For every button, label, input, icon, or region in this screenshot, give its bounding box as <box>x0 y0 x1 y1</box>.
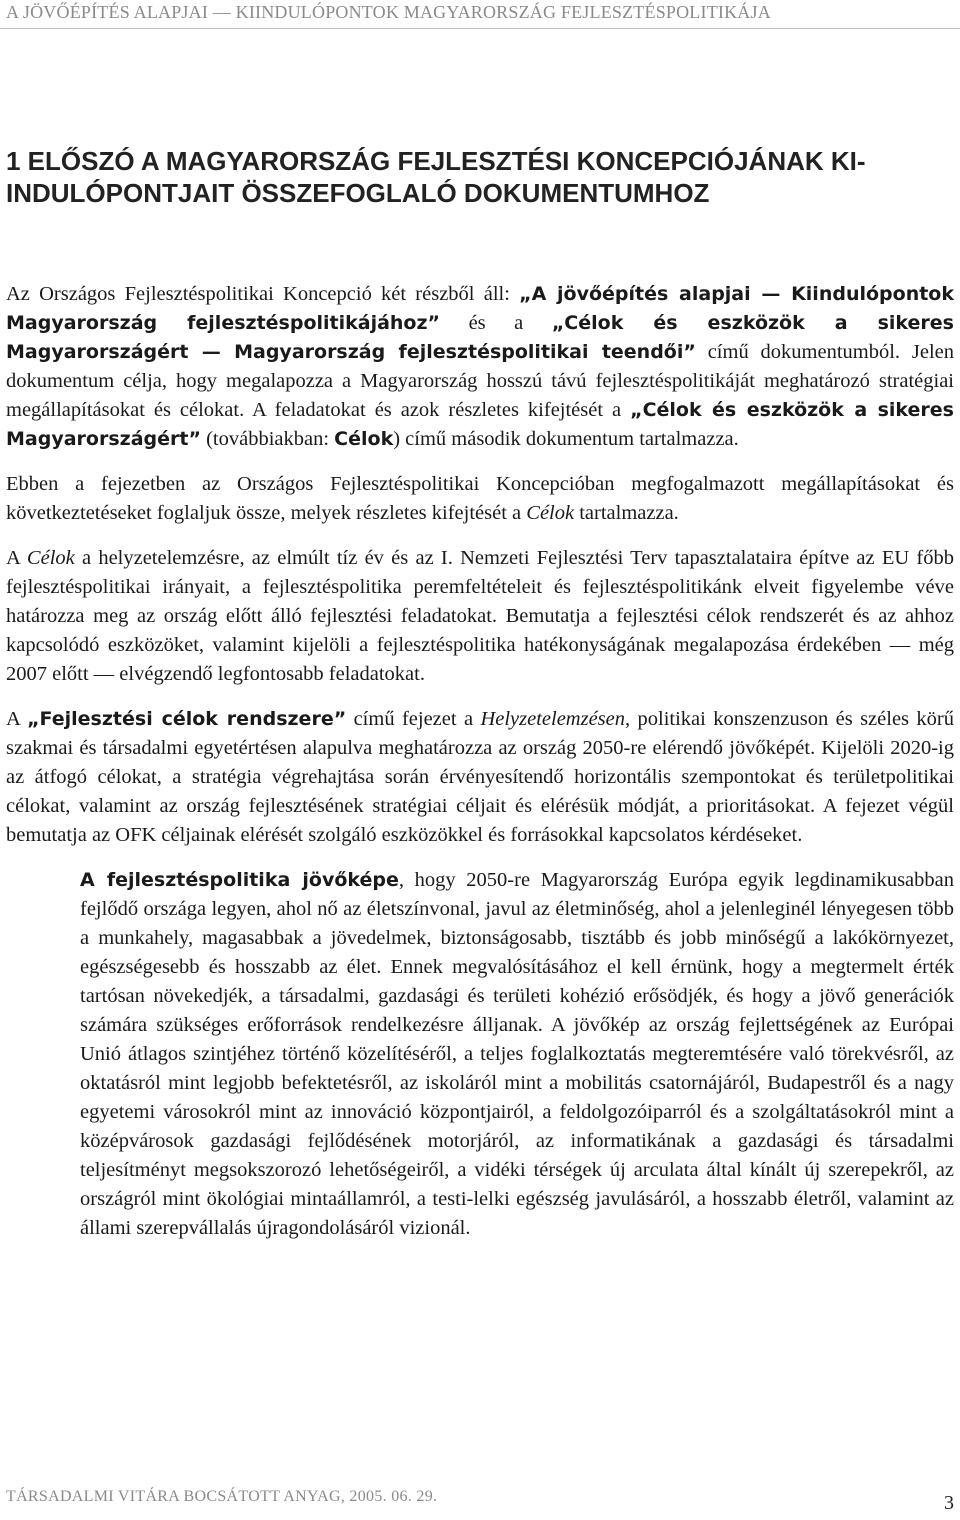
running-header: A JÖVŐÉPÍTÉS ALAPJAI — KIINDULÓPONTOK MAGYARORSZÁG FEJLESZTÉSPOLITIKÁJA <box>6 2 771 22</box>
italic-celok: Célok <box>526 502 575 524</box>
paragraph-4 <box>6 705 954 850</box>
italic-celok: Célok <box>26 547 75 569</box>
paragraph-1-text: ) című második dokumentum tartalmazza. <box>393 428 739 450</box>
document-title-part-2: „Célok és eszközök a sikeres Magyarországért — Magyarország fejlesztéspolitikai teendői” <box>6 312 954 363</box>
header-divider <box>0 28 960 29</box>
paragraph-1-text: Az Országos Fejlesztéspolitikai Koncepció két részből áll: <box>6 283 520 305</box>
paragraph-1 <box>6 280 954 454</box>
document-body <box>6 280 954 1259</box>
chapter-reference: „Fejlesztési célok rendszere” <box>27 708 347 730</box>
short-name-celok: Célok <box>334 428 394 450</box>
document-title-reference: „Célok és eszközök a sikeres Magyarországért” <box>6 399 954 450</box>
vision-term: A fejlesztéspolitika jövőképe <box>80 869 399 891</box>
paragraph-2-text: tartalmazza. <box>574 502 679 524</box>
italic-helyzetelemzes: Helyzetelemzésen <box>480 708 626 730</box>
chapter-title: 1 ELŐSZÓ A MAGYARORSZÁG FEJLESZTÉSI KONCEPCIÓJÁNAK KI-INDULÓPONTJAIT ÖSSZEFOGLALÓ DOKUMENTUMHOZ <box>6 146 866 208</box>
page-number: 3 <box>944 1492 954 1514</box>
paragraph-1-text: (továbbiakban: <box>200 428 335 450</box>
paragraph-3-text: A <box>6 547 27 569</box>
document-title-part-1: „A jövőépítés alapjai — Kiindulópontok Magyarország fejlesztéspolitikájához” <box>6 283 954 334</box>
paragraph-4-text: , politikai konszenzuson és széles körű szakmai és társadalmi egyetértésen alapulva meghatározza az ország 2050-re elérendő jövőképét. Kijelöli 2020-ig az átfogó célokat, a stratégia végrehajtása során érvényesítendő horizontális szempontokat és területpolitikai célokat, valamint az ország fejlesztésének stratégiai céljait és elérésük módját, a prioritásokat. A fejezet végül bemutatja az OFK céljainak elérését szolgáló eszközökkel és forrásokkal kapcsolatos kérdéseket. <box>6 708 954 846</box>
paragraph-5-text: , hogy 2050-re Magyarország Európa egyik legdinamikusabban fejlődő országa legyen, ahol nő az életszínvonal, javul az életminőség, ahol a jelenleginél lényegesen több a munkahely, magasabbak a jövedelmek, biztonságosabb, tisztább és jobb minőségű a lakókörnyezet, egészségesebb és hosszabb az élet. Ennek megvalósításához el kell érnünk, hogy a megtermelt érték tartósan növekedjék, a társadalmi, gazdasági és területi kohézió erősödjék, és hogy a jövő generációk számára szükséges erőforrások rendelkezésre álljanak. A jövőkép az ország fejlettségének az Európai Unió átlagos szintjéhez történő közelítéséről, a teljes foglalkoztatás megteremtésére való törekvésről, az oktatásról mint legjobb befektetésről, az iskoláról mint a mobilitás csatornájáról, Budapestről és a nagy egyetemi városokról mint az innováció központjairól, a feldolgozóiparról és a szolgáltatásokról mint a középvárosok gazdasági fejlődésének motorjáról, az informatikának a gazdasági és társadalmi teljesítményt megsokszorozó lehetőségeiről, a vidéki térségek új arculata által kínált új szerepekről, az országról mint ökológiai mintaállamról, a testi-lelki egészség javulásáról, a hosszabb életről, valamint az állami szerepvállalás újragondolásáról vizionál. <box>80 869 954 1239</box>
paragraph-3 <box>6 544 954 689</box>
paragraph-3-text: a helyzetelemzésre, az elmúlt tíz év és az I. Nemzeti Fejlesztési Terv tapasztalataira építve az EU főbb fejlesztéspolitikai irányait, a fejlesztéspolitika peremfeltételeit és fejlesztéspolitikánk elveit figyelembe véve határozza meg az ország előtt álló fejlesztési feladatokat. Bemutatja a fejlesztési célok rendszerét és az ahhoz kapcsolódó eszközöket, valamint kijelöli a fejlesztéspolitika hatékonyságának megalapozása érdekében — még 2007 előtt — elvégzendő legfontosabb feladatokat. <box>6 547 954 685</box>
paragraph-4-text: című fejezet a <box>346 708 481 730</box>
paragraph-2 <box>6 470 954 528</box>
footer-note: TÁRSADALMI VITÁRA BOCSÁTOTT ANYAG, 2005. 06. 29. <box>6 1488 438 1505</box>
paragraph-4-text: A <box>6 708 28 730</box>
paragraph-1-text: című dokumentumból. Jelen dokumentum célja, hogy megalapozza a Magyarország hosszú távú fejlesztéspolitikáját meghatározó stratégiai megállapításokat és célokat. A feladatokat és azok részletes kifejtését a <box>6 341 954 421</box>
paragraph-2-text: Ebben a fejezetben az Országos Fejlesztéspolitikai Koncepcióban megfogalmazott megállapításokat és következtetéseket foglaljuk össze, melyek részletes kifejtését a <box>6 473 954 524</box>
paragraph-1-text: és a <box>440 312 552 334</box>
paragraph-5-vision <box>80 866 954 1243</box>
